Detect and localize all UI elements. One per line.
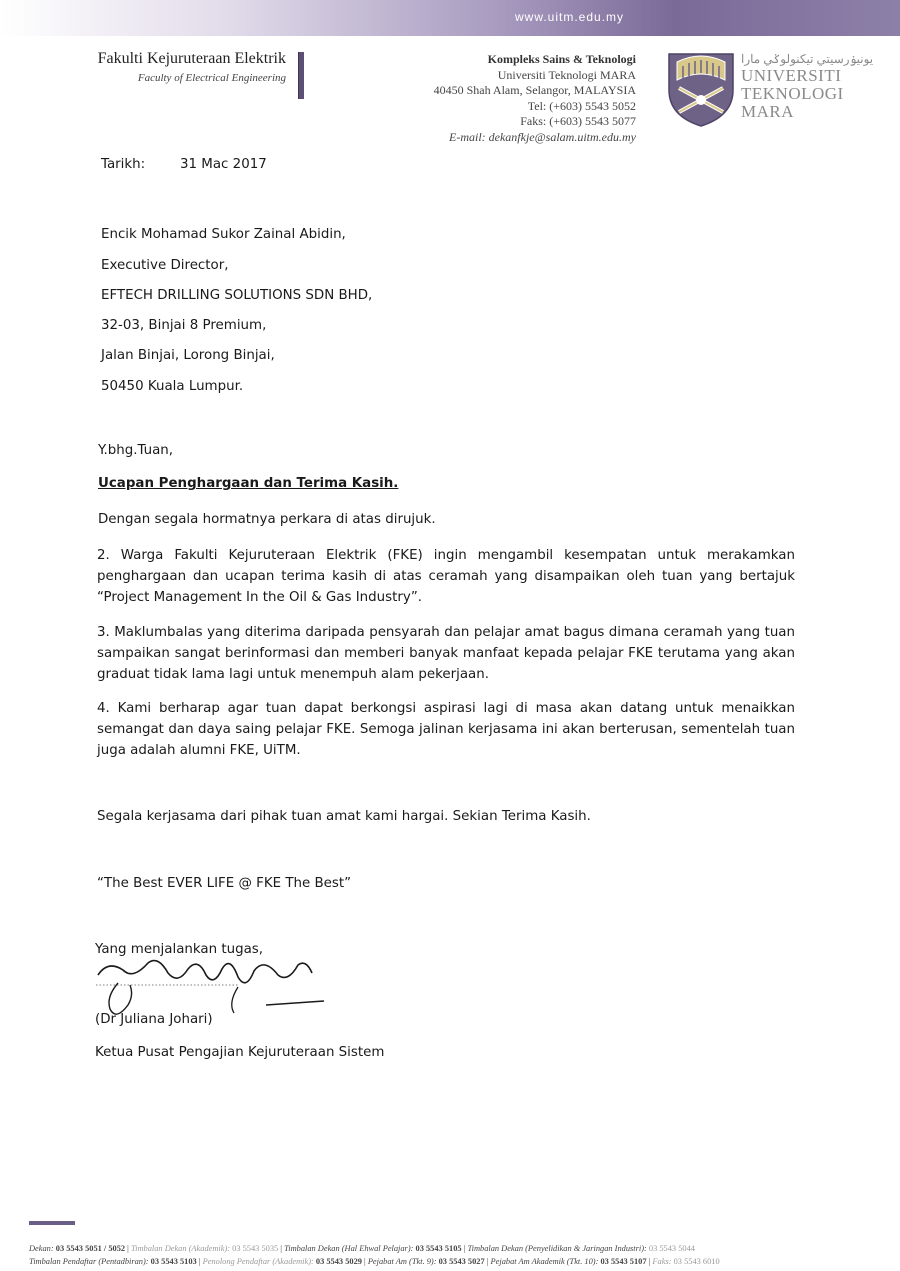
- footer-label: Timbalan Dekan (Akademik):: [130, 1244, 231, 1253]
- address-tel: Tel: (+603) 5543 5052: [527, 98, 636, 113]
- salutation: Y.bhg.Tuan,: [98, 443, 174, 458]
- faculty-block: [98, 50, 286, 84]
- signatory-name: (Dr Juliana Johari): [95, 1012, 213, 1027]
- footer-label: Timbalan Pendaftar (Pentadbiran):: [29, 1257, 149, 1266]
- header-divider: [298, 52, 304, 99]
- address-block: [434, 52, 636, 145]
- footer-number: 03 5543 6010: [673, 1257, 720, 1266]
- footer-number: 03 5543 5044: [648, 1244, 695, 1253]
- footer-number: 03 5543 5051 / 5052: [55, 1244, 126, 1253]
- address-line-3: 40450 Shah Alam, Selangor, MALAYSIA: [433, 83, 636, 97]
- recipient-line: Encik Mohamad Sukor Zainal Abidin,: [101, 227, 346, 242]
- footer-label: Pejabat Am (Tkt. 9):: [367, 1257, 437, 1266]
- date-value: 31 Mac 2017: [180, 157, 267, 172]
- opening-line: Dengan segala hormatnya perkara di atas dirujuk.: [98, 512, 436, 527]
- subject-heading: Ucapan Penghargaan dan Terima Kasih.: [98, 476, 399, 491]
- footer-label: Pejabat Am Akademik (Tkt. 10):: [490, 1257, 599, 1266]
- university-wordmark: [741, 52, 873, 121]
- university-line-2: TEKNOLOGI: [741, 84, 844, 103]
- address-fax: Faks: (+603) 5543 5077: [520, 114, 636, 128]
- motto: “The Best EVER LIFE @ FKE The Best”: [97, 876, 352, 891]
- recipient-line: 32-03, Binjai 8 Premium,: [101, 318, 267, 333]
- date-label: Tarikh:: [101, 157, 146, 172]
- footer-label: Timbalan Dekan (Hal Ehwal Pelajar):: [284, 1244, 414, 1253]
- signature-icon: [88, 935, 338, 1020]
- footer-number: 03 5543 5029: [315, 1257, 362, 1266]
- university-line-1: UNIVERSITI: [741, 66, 842, 85]
- address-line-1: Kompleks Sains & Teknologi: [487, 52, 636, 66]
- address-email[interactable]: E-mail: dekanfkje@salam.uitm.edu.my: [449, 129, 636, 144]
- footer-label: Penolong Pendaftar (Akademik):: [202, 1257, 314, 1266]
- recipient-line: EFTECH DRILLING SOLUTIONS SDN BHD,: [101, 288, 373, 303]
- sign-intro: Yang menjalankan tugas,: [95, 942, 264, 957]
- footer-label: Timbalan Dekan (Penyelidikan & Jaringan Industri):: [467, 1244, 647, 1253]
- footer-line-1: Dekan: 03 5543 5051 / 5052 | Timbalan Dekan (Akademik): 03 5543 5035 | Timbalan Dekan (Hal Ehwal Pelajar): 03 5543 5105 | Timbalan Dekan (Penyelidikan & Jaringan Industri): 03 5543 5044: [29, 1244, 695, 1253]
- address-line-2: Universiti Teknologi MARA: [497, 67, 636, 82]
- footer-line-2: Timbalan Pendaftar (Pentadbiran): 03 5543 5103 | Penolong Pendaftar (Akademik): 03 5543 5029 | Pejabat Am (Tkt. 9): 03 5543 5027 | Pejabat Am Akademik (Tkt. 10): 03 5543 5107 | Faks: 03 5543 6010: [29, 1257, 720, 1266]
- footer-number: 03 5543 5103: [150, 1257, 197, 1266]
- footer-number: 03 5543 5107: [600, 1257, 647, 1266]
- paragraph-3: 3. Maklumbalas yang diterima daripada pensyarah dan pelajar amat bagus dimana ceramah yang tuan sampaikan sangat berinformasi dan memberi banyak manfaat kepada pelajar FKE terutama yang akan graduat tidak lama lagi untuk menempuh alam pekerjaan.: [97, 625, 795, 682]
- closing-line: Segala kerjasama dari pihak tuan amat kami hargai. Sekian Terima Kasih.: [97, 809, 591, 824]
- website-url[interactable]: www.uitm.edu.my: [515, 10, 625, 24]
- footer-accent: [29, 1221, 75, 1225]
- paragraph-2: 2. Warga Fakulti Kejuruteraan Elektrik (FKE) ingin mengambil kesempatan untuk merakamkan penghargaan dan ucapan terima kasih di atas ceramah yang disampaikan oleh tuan yang bertajuk “Project Management In the Oil & Gas Industry”.: [97, 548, 795, 605]
- footer-label: Faks:: [652, 1257, 672, 1266]
- header-band: [0, 0, 900, 36]
- recipient-line: Executive Director,: [101, 258, 229, 273]
- faculty-name-ms: Fakulti Kejuruteraan Elektrik: [97, 50, 286, 67]
- footer-number: 03 5543 5027: [438, 1257, 485, 1266]
- recipient-line: 50450 Kuala Lumpur.: [101, 379, 244, 394]
- signatory-position: Ketua Pusat Pengajian Kejuruteraan Sistem: [95, 1045, 385, 1060]
- recipient-line: Jalan Binjai, Lorong Binjai,: [101, 348, 275, 363]
- uitm-crest-icon: [665, 50, 737, 128]
- footer-number: 03 5543 5105: [415, 1244, 462, 1253]
- footer-label: Dekan:: [29, 1244, 54, 1253]
- footer-number: 03 5543 5035: [232, 1244, 279, 1253]
- faculty-name-en: Faculty of Electrical Engineering: [137, 72, 286, 84]
- university-line-3: MARA: [741, 102, 795, 121]
- university-jawi: يونيۏرسيتي تيكنولوݢي مارا: [741, 52, 874, 66]
- paragraph-4: 4. Kami berharap agar tuan dapat berkongsi aspirasi lagi di masa akan datang untuk menaikkan semangat dan daya saing pelajar FKE. Semoga jalinan kerjasama ini akan berterusan, sementelah tuan juga adalah alumni FKE, UiTM.: [97, 701, 795, 758]
